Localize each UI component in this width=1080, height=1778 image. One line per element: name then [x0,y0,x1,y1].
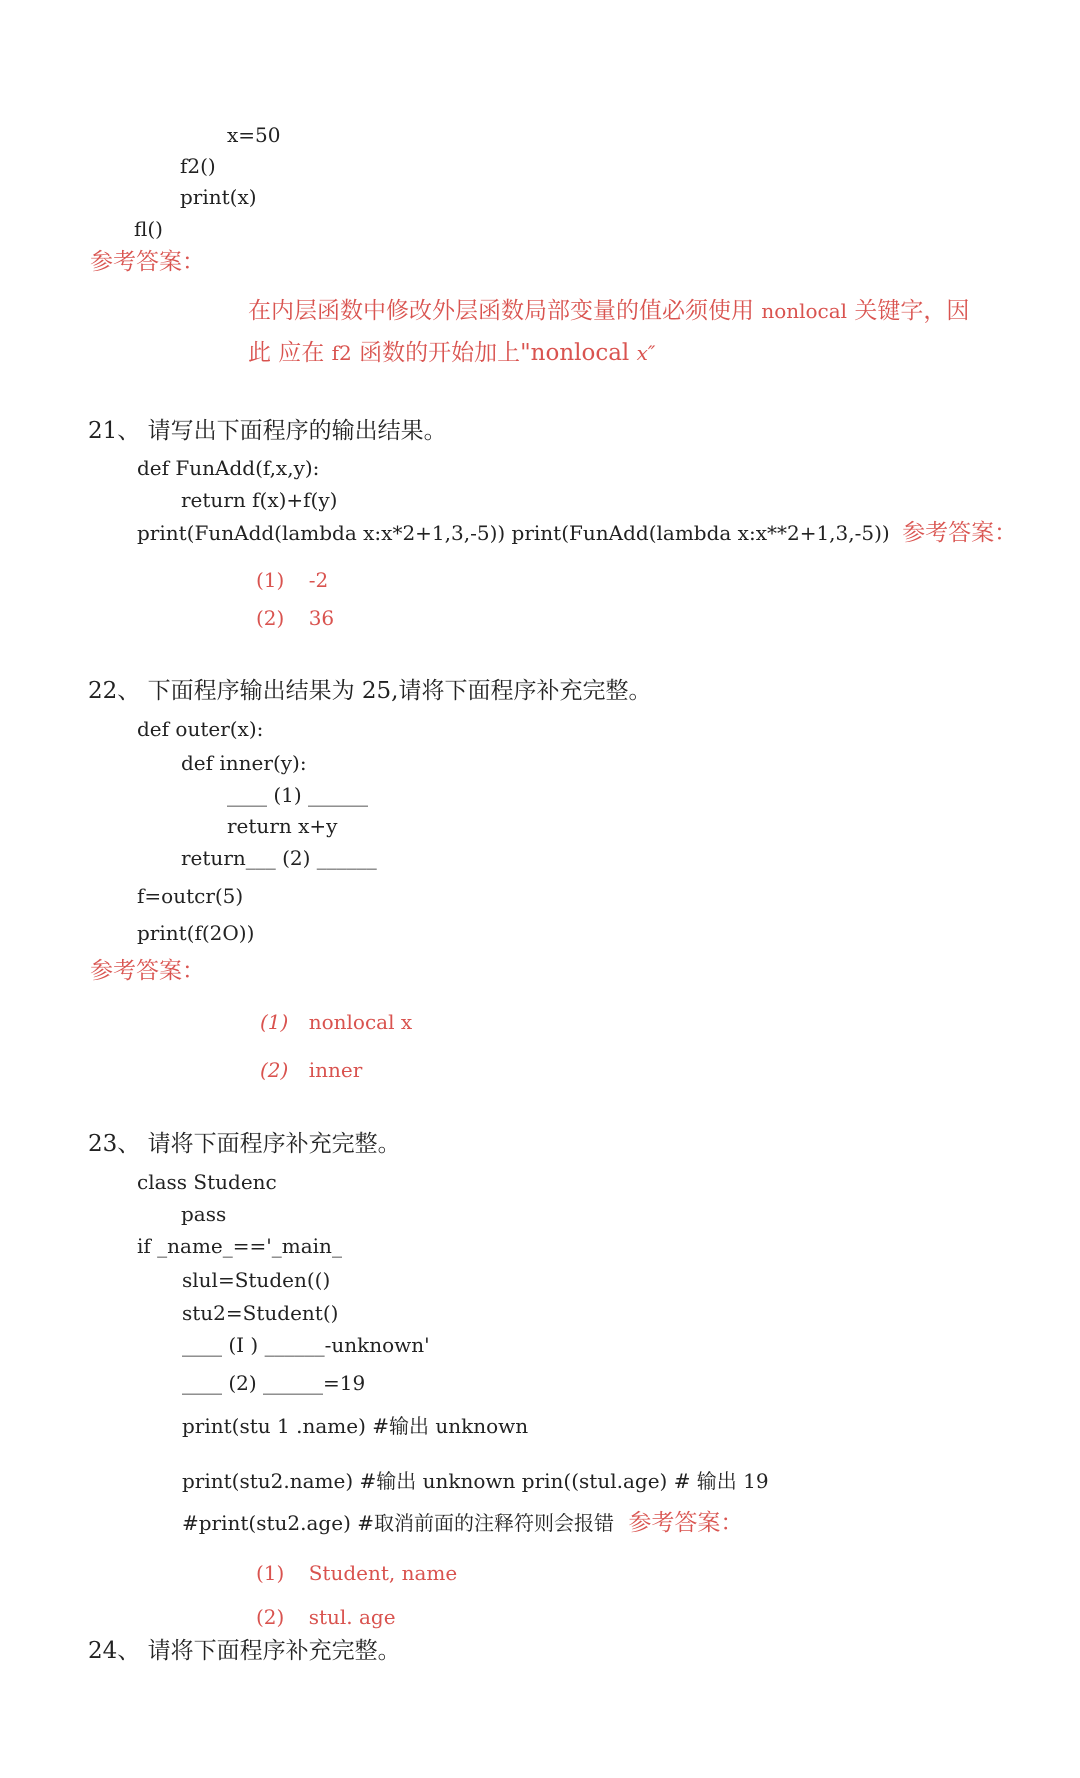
answer-label: 参考答案： [90,958,205,984]
question-title: 22、 下面程序输出结果为 25,请将下面程序补充完整。 [88,678,652,704]
answer-item: (2) 36 [256,606,335,630]
code-line: return___ (2) ______ [181,846,377,870]
code-line: return x+y [227,814,338,838]
code-line: if _name_=='_main_ [137,1234,342,1258]
code-line: class Studenc [137,1170,277,1194]
code-line: print(stu2.name) #输出 unknown prin((stul.age) # 输出 19 [182,1469,769,1493]
code-line: print(x) [180,185,257,209]
answer-label: 参考答案： [90,249,205,275]
code-line: print(stu 1 .name) #输出 unknown [182,1414,529,1438]
answer-note-line-2: 此 应在 f2 函数的开始加上"nonlocal x″ [248,340,656,366]
code-line: ____ (1) ______ [227,783,369,807]
code-line: ____ (I ) ______-unknown' [182,1333,430,1357]
code-line: fl() [134,217,163,241]
answer-item: (1) Student, name [256,1561,458,1585]
code-line: x=50 [227,123,281,147]
answer-item: (2) stul. age [256,1605,396,1629]
code-line: slul=Studen(() [182,1268,331,1292]
code-line: def inner(y): [181,751,307,775]
question-title: 23、 请将下面程序补充完整。 [88,1131,401,1157]
code-line: def FunAdd(f,x,y): [137,456,320,480]
answer-item: (1) nonlocal x [260,1010,413,1034]
question-title: 21、 请写出下面程序的输出结果。 [88,418,447,444]
code-line: def outer(x): [137,717,264,741]
answer-item: (2) inner [260,1058,363,1082]
question-title: 24、 请将下面程序补充完整。 [88,1638,401,1664]
answer-note-line-1: 在内层函数中修改外层函数局部变量的值必须使用 nonlocal 关键字，因 [248,298,970,324]
answer-item: (1) -2 [256,568,329,592]
code-line: print(f(2O)) [137,921,255,945]
code-line: stu2=Student() [182,1301,339,1325]
code-line: print(FunAdd(lambda x:x*2+1,3,-5)) print(FunAdd(lambda x:x**2+1,3,-5)) 参考答案： [137,520,1018,546]
code-line: return f(x)+f(y) [181,488,338,512]
code-line: ____ (2) ______=19 [182,1371,366,1395]
code-line: f=outcr(5) [137,884,244,908]
code-line: f2() [180,154,216,178]
code-line: #print(stu2.age) #取消前面的注释符则会报错 参考答案： [182,1510,744,1536]
code-line: pass [181,1202,227,1226]
